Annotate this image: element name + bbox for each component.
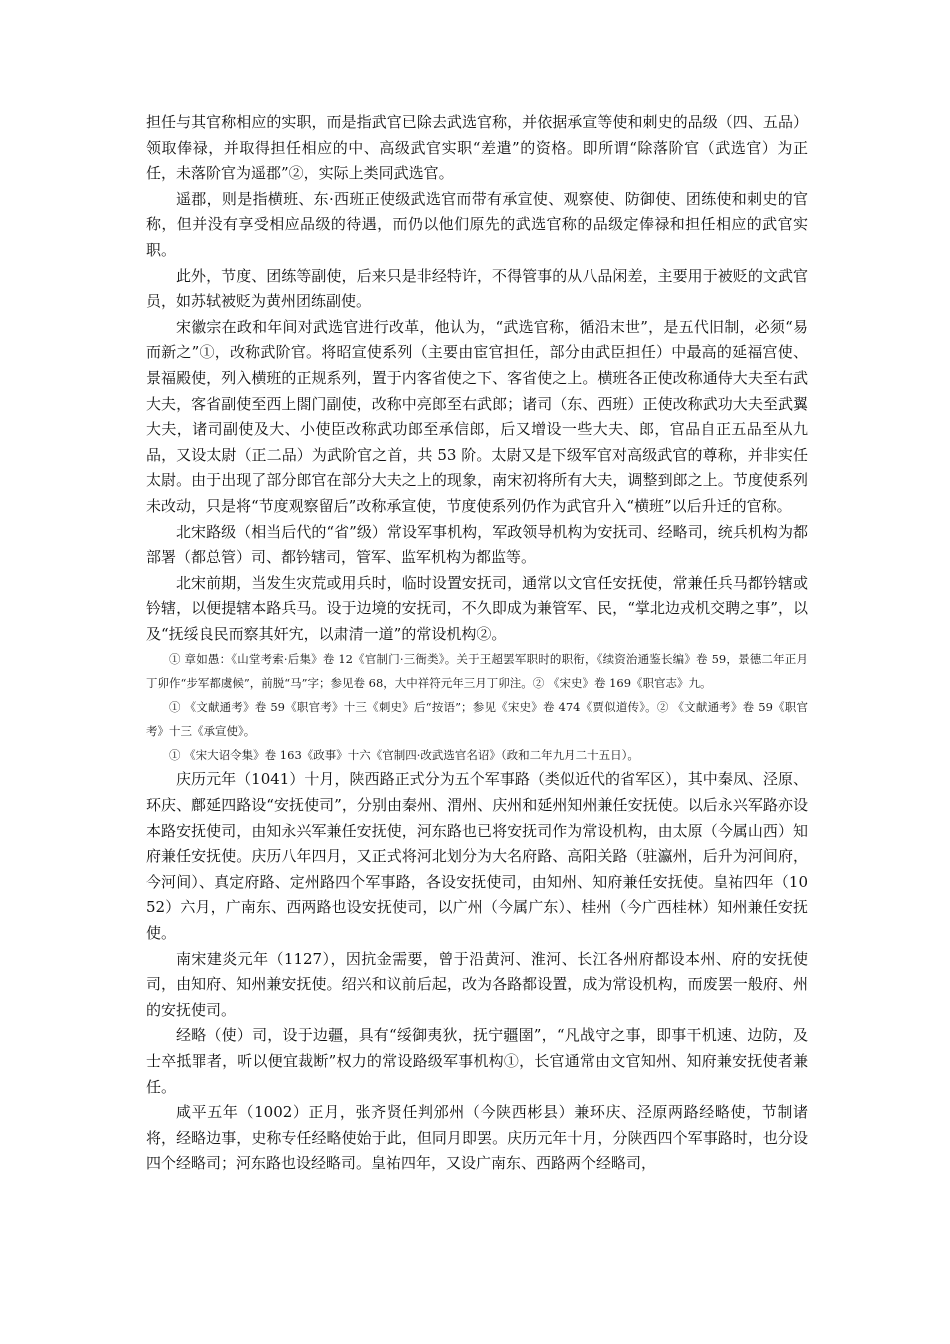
body-paragraph: 庆历元年（1041）十月，陕西路正式分为五个军事路（类似近代的省军区），其中秦凤、泾原、环庆、鄜延四路设“安抚使司”，分别由秦州、渭州、庆州和延州知州兼任安抚使。以后永兴军路亦设本路安抚使司，由知永兴军兼任安抚使，河东路也已将安抚司作为常设机构，由太原（今属山西）知府兼任安抚使。庆历八年四月，又正式将河北划分为大名府路、高阳关路（驻瀛州，后升为河间府，今河间）、真定府路、定州路四个军事路，各设安抚使司，由知州、知府兼任安抚使。皇祐四年（1052）六月，广南东、西两路也设安抚使司，以广州（今属广东）、桂州（今广西桂林）知州兼任安抚使。 — [146, 770, 808, 943]
body-paragraph: 担任与其官称相应的实职，而是指武官已除去武选官称，并依据承宣等使和刺史的品级（四、五品）领取俸禄，并取得担任相应的中、高级武官实职“差遣”的资格。即所谓“除落阶官（武选官）为正任，未落阶官为遥郡”②，实际上类同武选官。 — [146, 113, 808, 183]
document-page — [146, 110, 808, 1177]
body-paragraph: 遥郡，则是指横班、东·西班正使级武选官而带有承宣使、观察使、防御使、团练使和刺史的官称，但并没有享受相应品级的待遇，而仍以他们原先的武选官称的品级定俸禄和担任相应的武官实职。 — [146, 189, 808, 259]
footnote: ① 《文献通考》卷 59《职官考》十三《刺史》后“按语”；参见《宋史》卷 474《贾似道传》。② 《文献通考》卷 59《职官考》十三《承宣使》。 — [146, 700, 808, 739]
footnotes — [146, 647, 808, 767]
footnote: ① 章如愚：《山堂考索·后集》卷 12《官制门·三衙类》。关于王超罢军职时的职衔，《续资治通鉴长编》卷 59，景德二年正月丁卯作“步军都虞候”，前脱“马”字；参见卷 68，大中祥符元年三月丁卯注。② 《宋史》卷 169《职官志》九。 — [146, 652, 808, 691]
body-paragraph: 经略（使）司，设于边疆，具有“绥御夷狄，抚宁疆圉”，“凡战守之事，即事干机速、边防，及士卒抵罪者，听以便宜裁断”权力的常设路级军事机构①，长官通常由文官知州、知府兼安抚使者兼任。 — [146, 1026, 808, 1096]
body-paragraph: 南宋建炎元年（1127），因抗金需要，曾于沿黄河、淮河、长江各州府都设本州、府的安抚使司，由知府、知州兼安抚使。绍兴和议前后起，改为各路都设置，成为常设机构，而废罢一般府、州的安抚使司。 — [146, 949, 808, 1019]
body-paragraph: 北宋路级（相当后代的“省”级）常设军事机构，军政领导机构为安抚司、经略司，统兵机构为都部署（都总管）司、都钤辖司，管军、监军机构为都监等。 — [146, 522, 808, 567]
body-paragraph: 咸平五年（1002）正月，张齐贤任判邠州（今陕西彬县）兼环庆、泾原两路经略使，节制诸将，经略边事，史称专任经略使始于此，但同月即罢。庆历元年十月，分陕西四个军事路时，也分设四个经略司；河东路也设经略司。皇祐四年，又设广南东、西路两个经略司， — [146, 1103, 808, 1173]
body-paragraph: 此外，节度、团练等副使，后来只是非经特许，不得管事的从八品闲差，主要用于被贬的文武官员，如苏轼被贬为黄州团练副使。 — [146, 266, 808, 311]
footnote: ① 《宋大诏令集》卷 163《政事》十六《官制四·改武选官名诏》（政和二年九月二十五日）。 — [169, 748, 639, 763]
body-paragraph: 北宋前期，当发生灾荒或用兵时，临时设置安抚司，通常以文官任安抚使，常兼任兵马都钤辖或钤辖，以便提辖本路兵马。设于边境的安抚司，不久即成为兼管军、民，“掌北边戎机交聘之事”，以及“抚绥良民而察其奸宄，以肃清一道”的常设机构②。 — [146, 573, 808, 643]
body-paragraph: 宋徽宗在政和年间对武选官进行改革，他认为，“武选官称，循沿末世”，是五代旧制，必须“易而新之”①，改称武阶官。将昭宣使系列（主要由宦官担任，部分由武臣担任）中最高的延福宫使、景福殿使，列入横班的正规系列，置于内客省使之下、客省使之上。横班各正使改称通侍大夫至右武大夫，客省副使至西上閤门副使，改称中亮郎至右武郎；诸司（东、西班）正使改称武功大夫至武翼大夫，诸司副使及大、小使臣改称武功郎至承信郎，后又增设一些大夫、郎，官品自正五品至从九品，又设太尉（正二品）为武阶官之首，共 53 阶。太尉又是下级军官对高级武官的尊称，并非实任太尉。由于出现了部分郎官在部分大夫之上的现象，南宋初将所有大夫，调整到郎之上。节度使系列未改动，只是将“节度观察留后”改称承宣使，节度使系列仍作为武官升入“横班”以后升迁的官称。 — [146, 317, 808, 515]
